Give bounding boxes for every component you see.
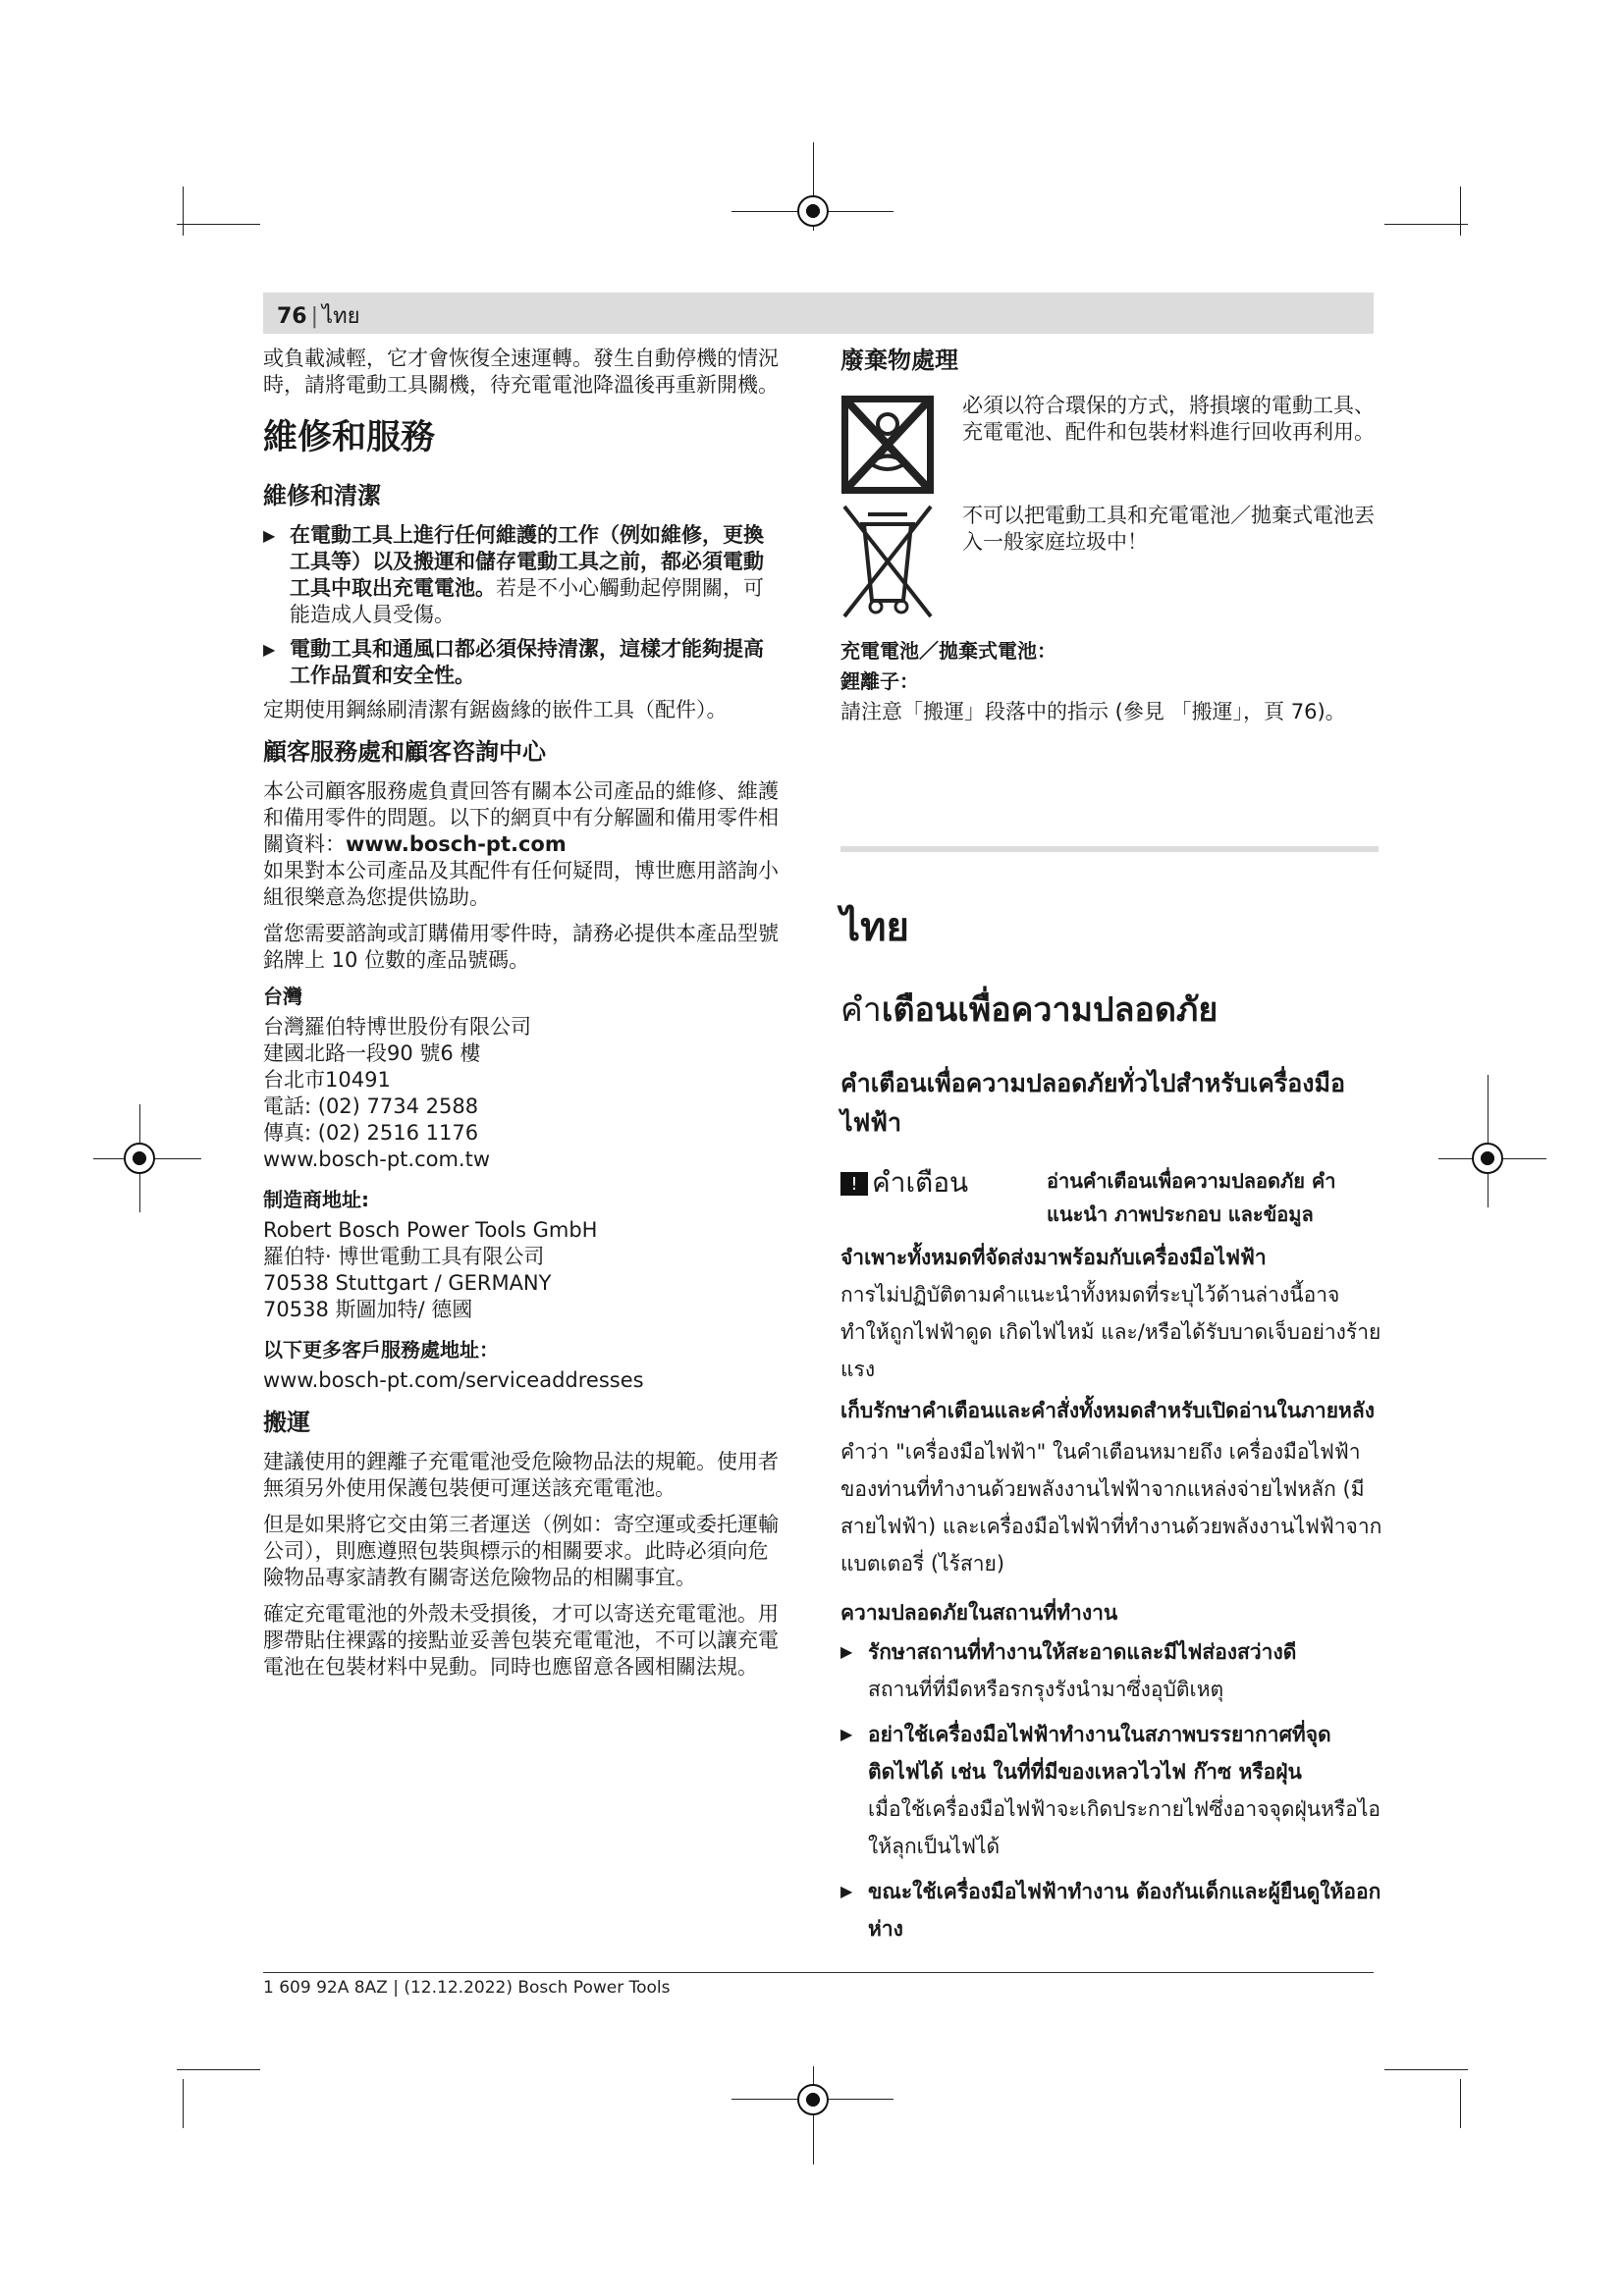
right-column	[840, 346, 1379, 387]
thai-general-safety-heading: คำเตือนเพื่อความปลอดภัยทั่วไปสำหรับเครื่องมือไฟฟ้า	[840, 1069, 1345, 1137]
thai-title: ไทย	[840, 905, 909, 950]
recycle-icon	[840, 395, 935, 495]
heading-liion: 鋰離子：	[840, 669, 919, 693]
footer-divider	[263, 1972, 1374, 1973]
intro-paragraph: 或負載減輕，它才會恢復全速運轉。發生自動停機的情況時，請將電動工具關機，待充電電池降溫後再重新開機。	[263, 347, 779, 397]
bullet-remove-battery: ▶ 在電動工具上進行任何維護的工作（例如維修，更換工具等）以及搬運和儲存電動工具之前，都必須電動工具中取出充電電池。若是不小心觸動起停開關，可能造成人員受傷。	[263, 523, 764, 626]
bosch-url-link[interactable]: www.bosch-pt.com	[346, 832, 567, 856]
heading-more-addresses: 以下更多客戶服務處地址：	[263, 1338, 499, 1362]
warning-label: ! คำเตือน	[840, 1164, 968, 1201]
taiwan-address: 台灣羅伯特博世股份有限公司 建國北路一段90 號6 樓 台北市10491 電話: (02) 7734 2588 傳真: (02) 2516 1176 www.bosch-pt.com.tw	[263, 1014, 784, 1173]
heading-battery: 充電電池／拋棄式電池：	[840, 639, 1056, 663]
left-column	[263, 346, 784, 1690]
warning-row	[840, 1164, 1382, 1233]
manufacturer-address: Robert Bosch Power Tools GmbH 羅伯特· 博世電動工具有限公司 70538 Stuttgart / GERMANY 70538 斯圖加特/ 德國	[263, 1218, 598, 1321]
heading-maintenance: 維修和清潔	[263, 482, 381, 509]
taiwan-url-link[interactable]: www.bosch-pt.com.tw	[263, 1148, 490, 1171]
customer-paragraph: 本公司顧客服務處負責回答有關本公司產品的維修、維護和備用零件的問題。以下的網頁中有分解圖和備用零件相關資料：www.bosch-pt.com 如果對本公司產品及其配件有任何疑問，博世應用諮詢小組很樂意為您提供協助。	[263, 779, 779, 909]
spare-parts-paragraph: 當您需要諮詢或訂購備用零件時，請務必提供本產品型號銘牌上 10 位數的產品號碼。	[263, 922, 779, 972]
thai-bullet-3: ▶ ขณะใช้เครื่องมือไฟฟ้าทำงาน ต้องกันเด็กและผู้ยืนดูให้ออกห่าง	[840, 1873, 1382, 1948]
liion-paragraph: 請注意「搬運」段落中的指示 (參見 「搬運」，頁 76)。	[840, 700, 1346, 723]
heading-transport: 搬運	[263, 1409, 310, 1436]
warning-icon: !	[840, 1172, 868, 1196]
section-divider	[840, 846, 1379, 852]
service-addresses-link[interactable]: www.bosch-pt.com/serviceaddresses	[263, 1368, 644, 1392]
page-footer: 1 609 92A 8AZ | (12.12.2022) Bosch Power Tools	[263, 1978, 671, 1998]
transport-paragraph-3: 確定充電電池的外殼未受損後，才可以寄送充電電池。用膠帶貼住裸露的接點並妥善包裝充電電池，不可以讓充電電池在包裝材料中晃動。同時也應留意各國相關法規。	[263, 1602, 779, 1679]
page-number: 76 | ไทย	[277, 304, 360, 329]
bullet-keep-clean: ▶ 電動工具和通風口都必須保持清潔，這樣才能夠提高工作品質和安全性。	[263, 637, 764, 687]
crossed-out-bin-icon	[840, 503, 935, 620]
transport-paragraph-1: 建議使用的鋰離子充電電池受危險物品法的規範。使用者無須另外使用保護包裝便可運送該充電電池。	[263, 1450, 779, 1500]
thai-safety-heading: คำเตือนเพื่อความปลอดภัย	[840, 990, 1218, 1030]
heading-taiwan: 台灣	[263, 985, 302, 1008]
bullet-arrow-icon: ▶	[263, 526, 276, 545]
recycle-paragraph: 必須以符合環保的方式，將損壞的電動工具、充電電池、配件和包裝材料進行回收再利用。	[962, 394, 1375, 444]
registration-mark-icon	[1472, 1143, 1503, 1174]
thai-keep-instructions: เก็บรักษาคำเตือนและคำสั่งทั้งหมดสำหรับเปิดอ่านในภายหลัง	[840, 1399, 1375, 1422]
bullet-arrow-icon: ▶	[840, 1882, 853, 1900]
registration-mark-icon	[124, 1143, 155, 1174]
thai-workplace-heading: ความปลอดภัยในสถานที่ทำงาน	[840, 1601, 1118, 1625]
thai-paragraph-1: จำเพาะทั้งหมดที่จัดส่งมาพร้อมกับเครื่องมือไฟฟ้า การไม่ปฏิบัติตามคำแนะนำทั้งหมดที่ระบุไว้ด้านล่างนี้อาจทำให้ถูกไฟฟ้าดูด เกิดไฟไหม้ และ/หรือได้รับบาดเจ็บอย่างร้ายแรง	[840, 1246, 1381, 1381]
clean-paragraph: 定期使用鋼絲刷清潔有鋸齒緣的嵌件工具（配件）。	[263, 698, 728, 721]
heading-service: 維修和服務	[263, 418, 436, 457]
heading-manufacturer: 制造商地址:	[263, 1188, 369, 1211]
registration-mark-icon	[797, 2084, 829, 2115]
bullet-arrow-icon: ▶	[263, 640, 276, 659]
registration-mark-icon	[797, 195, 829, 227]
page-header	[263, 293, 1374, 334]
thai-bullet-2: ▶ อย่าใช้เครื่องมือไฟฟ้าทำงานในสภาพบรรยากาศที่จุดติดไฟได้ เช่น ในที่ที่มีของเหลวไวไฟ ก๊าซ หรือฝุ่น เมื่อใช้เครื่องมือไฟฟ้าจะเกิดประกายไฟซึ่งอาจจุดฝุ่นหรือไอให้ลุกเป็นไฟได้	[840, 1716, 1382, 1865]
heading-customer-service: 顧客服務處和顧客咨詢中心	[263, 738, 546, 766]
thai-bullet-1: ▶ รักษาสถานที่ทำงานให้สะอาดและมีไฟส่องสว่างดี สถานที่ที่มืดหรือรกรุงรังนำมาซึ่งอุบัติเหตุ	[840, 1633, 1382, 1708]
bullet-arrow-icon: ▶	[840, 1642, 853, 1661]
transport-paragraph-2: 但是如果將它交由第三者運送（例如：寄空運或委托運輸公司），則應遵照包裝與標示的相關要求。此時必須向危險物品專家請教有關寄送危險物品的相關事宜。	[263, 1513, 779, 1589]
thai-paragraph-3: คำว่า "เครื่องมือไฟฟ้า" ในคำเตือนหมายถึง เครื่องมือไฟฟ้าของท่านที่ทำงานด้วยพลังงานไฟฟ้าจากแหล่งจ่ายไฟหลัก (มีสายไฟฟ้า) และเครื่องมือไฟฟ้าที่ทำงานด้วยพลังงานไฟฟ้าจากแบตเตอรี่ (ไร้สาย)	[840, 1440, 1382, 1575]
warning-text: อ่านคำเตือนเพื่อความปลอดภัย คำแนะนำ ภาพประกอบ และข้อมูล	[1047, 1169, 1336, 1226]
bin-paragraph: 不可以把電動工具和充電電池／拋棄式電池丟入一般家庭垃圾中！	[962, 504, 1375, 554]
bullet-arrow-icon: ▶	[840, 1725, 853, 1743]
thai-section	[840, 874, 1382, 1955]
heading-disposal: 廢棄物處理	[840, 347, 958, 374]
battery-section	[840, 638, 1379, 735]
